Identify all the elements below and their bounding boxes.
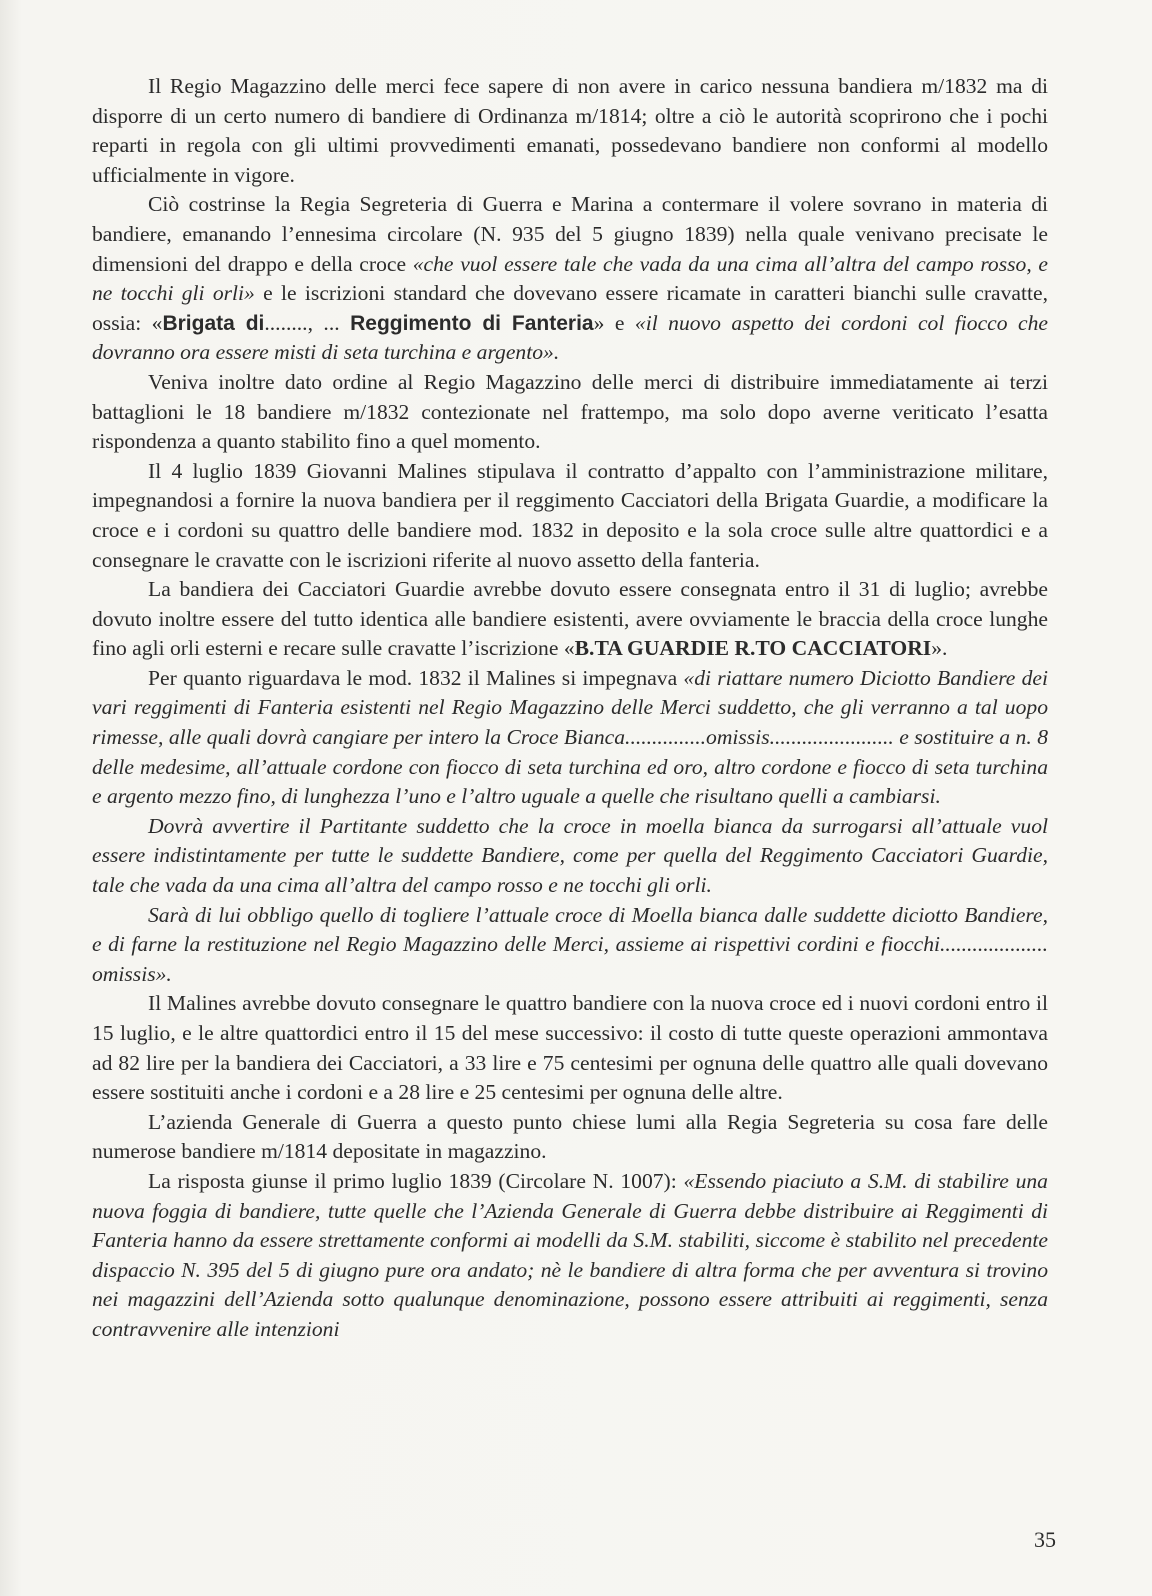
page-number: 35 — [1034, 1527, 1056, 1552]
text-run: Ciò costrinse la Regia Segreteria di Guerra e Marina a contermare il volere sovrano in materia di bandiere, emanando l’ennesima circolare (N. 935 del 5 giugno 1839) nella quale venivano precisate le dimensioni del drappo e della croce — [92, 192, 1048, 276]
paragraph — [92, 190, 1048, 368]
text-run: La risposta giunse il primo luglio 1839 (Circolare N. 1007): — [148, 1168, 684, 1193]
paragraph — [92, 812, 1048, 901]
paragraph — [92, 72, 1048, 190]
italic-quote: «di riattare numero Diciotto Bandiere dei vari reggimenti di Fanteria esistenti nel Regio Magazzino delle Merci suddetto, che gli verranno a tal uopo rimesse, alle quali dovrà cangiare per intero la Croce Bianca...............omissis....................... e sostituire a n. 8 delle medesime, all’attuale cordone con fiocco di seta turchina ed oro, altro cordone e fiocco di seta turchina e argento mezzo fino, di lunghezza l’uno e l’altro uguale a quelle che risultano quelli a cambiarsi. — [92, 665, 1048, 809]
text-run: Il Regio Magazzino delle merci fece sapere di non avere in carico nessuna bandiera m/1832 ma di disporre di un certo numero di bandiere di Ordinanza m/1814; oltre a ciò le autorità scoprirono che i pochi reparti in regola con gli ultimi provvedimenti emanati, possedevano bandiere non conformi al modello ufficialmente in vigore. — [92, 74, 1048, 187]
text-run: Veniva inoltre dato ordine al Regio Magazzino delle merci di distribuire immediatamente ai terzi battaglioni le 18 bandiere m/1832 contezionate nel frattempo, ma solo dopo averne veriticato l’esatta rispondenza a quanto stabilito fino a quel momento. — [92, 369, 1048, 454]
paragraph — [92, 1108, 1048, 1167]
text-run: ». — [931, 636, 948, 661]
text-run: ........, ... — [264, 310, 351, 335]
paragraph — [92, 1167, 1048, 1345]
paragraph — [92, 368, 1048, 457]
paragraph — [92, 901, 1048, 990]
italic-quote: «che vuol essere tale che vada da una cima all’altra del campo rosso, e ne tocchi gli orli» — [92, 251, 1049, 306]
text-run: La bandiera dei Cacciatori Guardie avrebbe dovuto essere consegnata entro il 31 di luglio; avrebbe dovuto inoltre essere del tutto identica alle bandiere esistenti, avere ovviamente le braccia della croce lunghe fino agli orli esterni e recare sulle cravatte l’iscrizione « — [92, 577, 1048, 661]
italic-quote: «Essendo piaciuto a S.M. di stabilire una nuova foggia di bandiere, tutte quelle che l’Azienda Generale di Guerra debbe distribuire ai Reggimenti di Fanteria hanno da essere strettamente conformi ai modelli da S.M. stabiliti, siccome è stabilito nel precedente dispaccio N. 395 del 5 di giugno pure ora andato; nè le bandiere di altra forma che per avventura si trovino nei magazzini dell’Azienda sotto qualunque denominazione, possono essere attribuiti ai reggimenti, senza contravvenire alle intenzioni — [92, 1168, 1048, 1341]
italic-quote: Dovrà avvertire il Partitante suddetto che la croce in moella bianca da surrogarsi all’attuale vuol essere indistintamente per tutte le suddette Bandiere, come per quella del Reggimento Cacciatori Guardie, tale che vada da una cima all’altra del campo rosso e ne tocchi gli orli. — [92, 813, 1048, 898]
text-run: e le iscrizioni standard che dovevano essere ricamate in caratteri bianchi sulle cravatte, ossia: « — [92, 281, 1048, 335]
bold-text: Reggimento di Fanteria — [350, 311, 594, 335]
paragraph — [92, 457, 1048, 575]
text-run: Per quanto riguardava le mod. 1832 il Malines si impegnava — [148, 665, 684, 690]
text-run: L’azienda Generale di Guerra a questo punto chiese lumi alla Regia Segreteria su cosa fare delle numerose bandiere m/1814 depositate in magazzino. — [92, 1109, 1048, 1164]
bold-text: Brigata di — [162, 311, 265, 335]
italic-quote: Sarà di lui obbligo quello di togliere l’attuale croce di Moella bianca dalle suddette diciotto Bandiere, e di farne la restituzione nel Regio Magazzino delle Merci, assieme ai rispettivi cordini e fiocchi.................... omissis». — [92, 902, 1048, 986]
text-run: Il 4 luglio 1839 Giovanni Malines stipulava il contratto d’appalto con l’amministrazione militare, impegnandosi a fornire la nuova bandiera per il reggimento Cacciatori della Brigata Guardie, a modificare la croce e i cordoni su quattro delle bandiere mod. 1832 in deposito e la sola croce sulle altre quattordici e a consegnare le cravatte con le iscrizioni riferite al nuovo assetto della fanteria. — [92, 458, 1048, 572]
paragraph — [92, 575, 1048, 664]
body-text — [92, 72, 1048, 1345]
italic-quote: «il nuovo aspetto dei cordoni col fiocco che dovranno ora essere misti di seta turchina e argento». — [92, 310, 1048, 365]
text-run: Il Malines avrebbe dovuto consegnare le quattro bandiere con la nuova croce ed i nuovi cordoni entro il 15 luglio, e le altre quattordici entro il 15 del mese successivo: il costo di tutte queste operazioni ammontava ad 82 lire per la bandiera dei Cacciatori, a 33 lire e 75 centesimi per ognuna delle quattro alle quali dovevano essere sostituiti anche i cordoni e a 28 lire e 25 centesimi per ognuna delle altre. — [92, 991, 1048, 1105]
bold-text: B.TA GUARDIE R.TO CACCIATORI — [574, 636, 932, 661]
paragraph — [92, 664, 1048, 812]
text-run: » e — [593, 310, 635, 335]
paragraph — [92, 989, 1048, 1107]
